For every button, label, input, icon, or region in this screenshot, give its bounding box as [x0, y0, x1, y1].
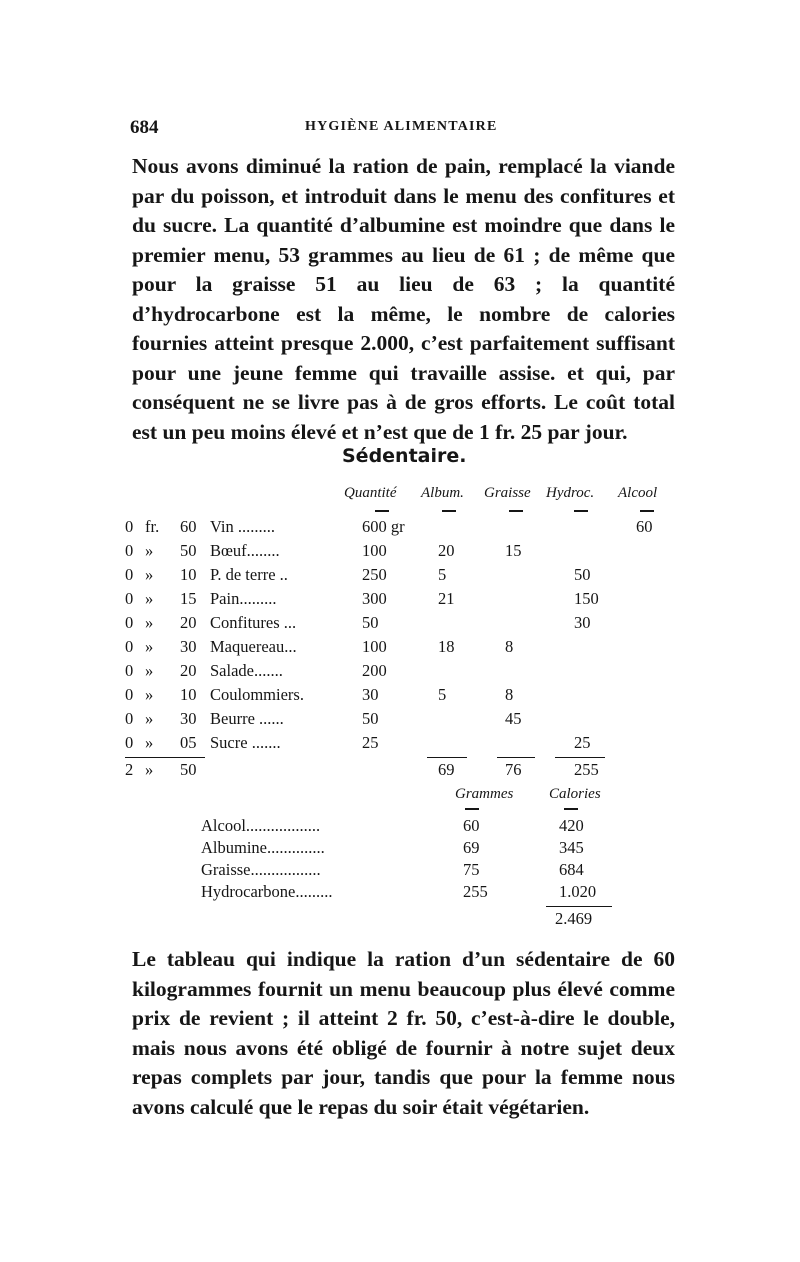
cell-item: Coulommiers.	[210, 685, 304, 704]
cell-unit: »	[145, 685, 154, 704]
cell-centimes: 20	[180, 613, 197, 632]
cell-unit: »	[145, 541, 154, 560]
header-album: Album.	[421, 485, 464, 501]
cell-album: 21	[438, 589, 455, 608]
cell-centimes: 10	[180, 565, 197, 584]
cell-item: P. de terre ..	[210, 565, 288, 584]
cell-hydroc: 25	[574, 733, 591, 752]
cell-graisse: 8	[505, 637, 514, 656]
running-title: HYGIÈNE ALIMENTAIRE	[305, 119, 498, 134]
cell-francs: 0	[125, 517, 134, 536]
total-unit: »	[145, 760, 154, 779]
total-graisse: 76	[505, 760, 522, 779]
cell-quantite: 50	[362, 709, 379, 728]
cell-hydroc: 150	[574, 589, 599, 608]
cell-item: Vin .........	[210, 517, 276, 536]
cell-francs: 0	[125, 541, 134, 560]
cell-unit: »	[145, 589, 154, 608]
table-row	[0, 685, 800, 709]
summary-grammes: 255	[463, 882, 488, 901]
table-row	[0, 541, 800, 565]
total-centimes: 50	[180, 760, 197, 779]
cell-francs: 0	[125, 685, 134, 704]
cell-francs: 0	[125, 733, 134, 752]
calories-grand-total: 2.469	[555, 909, 593, 928]
total-hydroc: 255	[574, 760, 599, 779]
header-hydroc: Hydroc.	[546, 485, 595, 501]
header-dash	[509, 510, 523, 512]
page-number: 684	[130, 117, 159, 138]
table-row	[0, 709, 800, 733]
summary-calories: 1.020	[559, 882, 597, 901]
summary-label: Hydrocarbone.........	[201, 882, 333, 901]
cell-quantite: 100	[362, 541, 387, 560]
cell-unit: »	[145, 709, 154, 728]
cell-centimes: 30	[180, 709, 197, 728]
cell-item: Beurre ......	[210, 709, 284, 728]
cell-album: 5	[438, 565, 447, 584]
table-total-row	[0, 760, 800, 784]
header-dash	[574, 510, 588, 512]
cell-quantite: 25	[362, 733, 379, 752]
total-album: 69	[438, 760, 455, 779]
table-row	[0, 637, 800, 661]
graisse-sum-rule	[497, 757, 535, 758]
header-alcool: Alcool	[618, 485, 658, 501]
cell-quantite: 100	[362, 637, 387, 656]
cell-unit: »	[145, 565, 154, 584]
summary-row	[0, 816, 800, 838]
table-title: Sédentaire.	[342, 445, 467, 467]
summary-header-grammes: Grammes	[455, 786, 514, 802]
cell-alcool: 60	[636, 517, 653, 536]
table-row	[0, 613, 800, 637]
cell-centimes: 05	[180, 733, 197, 752]
cell-centimes: 15	[180, 589, 197, 608]
cell-unit: »	[145, 661, 154, 680]
cell-item: Bœuf........	[210, 541, 280, 560]
summary-row	[0, 860, 800, 882]
cell-item: Confitures ...	[210, 613, 297, 632]
cell-quantite: 250	[362, 565, 387, 584]
cell-francs: 0	[125, 613, 134, 632]
cell-item: Salade.......	[210, 661, 283, 680]
summary-calories: 420	[559, 816, 584, 835]
header-graisse: Graisse	[484, 485, 531, 501]
cell-graisse: 15	[505, 541, 522, 560]
cell-quantite: 600 gr	[362, 517, 405, 536]
cell-album: 18	[438, 637, 455, 656]
cell-graisse: 45	[505, 709, 522, 728]
summary-calories: 345	[559, 838, 584, 857]
calories-sum-rule	[546, 906, 612, 907]
paragraph-intro: Nous avons diminué la ration de pain, remplacé la viande par du poisson, et introduit dans le menu des confitures et du sucre. La quantité d’albumine est moindre que dans le premier menu, 53 grammes au lieu de 61 ; de même que pour la graisse 51 au lieu de 63 ; la quantité d’hydrocarbone est la même, le nombre de calories fournies atteint presque 2.000, c’est parfaitement suffisant pour une jeune femme qui travaille assise. et qui, par conséquent ne se livre pas à de gros efforts. Le coût total est un peu moins élevé et n’est que de 1 fr. 25 par jour.	[132, 154, 675, 444]
cell-centimes: 10	[180, 685, 197, 704]
cell-graisse: 8	[505, 685, 514, 704]
summary-dash	[465, 808, 479, 810]
cost-sum-rule	[125, 757, 205, 758]
header-dash	[442, 510, 456, 512]
cell-centimes: 50	[180, 541, 197, 560]
total-francs: 2	[125, 760, 134, 779]
cell-unit: »	[145, 637, 154, 656]
header-dash	[375, 510, 389, 512]
header-dash	[640, 510, 654, 512]
summary-label: Alcool..................	[201, 816, 321, 835]
summary-grammes: 69	[463, 838, 480, 857]
cell-unit: »	[145, 733, 154, 752]
cell-francs: 0	[125, 589, 134, 608]
summary-grammes: 75	[463, 860, 480, 879]
cell-item: Maquereau...	[210, 637, 297, 656]
table-row	[0, 517, 800, 541]
cell-hydroc: 50	[574, 565, 591, 584]
cell-centimes: 20	[180, 661, 197, 680]
summary-calories: 684	[559, 860, 584, 879]
table-row	[0, 565, 800, 589]
summary-dash	[564, 808, 578, 810]
album-sum-rule	[427, 757, 467, 758]
cell-item: Pain.........	[210, 589, 277, 608]
cell-centimes: 60	[180, 517, 197, 536]
cell-quantite: 200	[362, 661, 387, 680]
cell-unit: »	[145, 613, 154, 632]
cell-item: Sucre .......	[210, 733, 281, 752]
running-head	[130, 117, 675, 139]
summary-row	[0, 882, 800, 904]
table-row	[0, 589, 800, 613]
hydroc-sum-rule	[555, 757, 605, 758]
paragraph-conclusion: Le tableau qui indique la ration d’un sédentaire de 60 kilogrammes fournit un menu beaucoup plus élevé comme prix de revient ; il atteint 2 fr. 50, c’est-à-dire le double, mais nous avons été obligé de fournir à notre sujet deux repas complets par jour, tandis que pour la femme nous avons calculé que le repas du soir était végétarien.	[132, 947, 675, 1119]
cell-francs: 0	[125, 565, 134, 584]
summary-row	[0, 838, 800, 860]
summary-label: Albumine..............	[201, 838, 325, 857]
cell-album: 20	[438, 541, 455, 560]
cell-hydroc: 30	[574, 613, 591, 632]
summary-grammes: 60	[463, 816, 480, 835]
cell-quantite: 50	[362, 613, 379, 632]
header-quantite: Quantité	[344, 485, 397, 501]
table-row	[0, 733, 800, 757]
cell-centimes: 30	[180, 637, 197, 656]
cell-album: 5	[438, 685, 447, 704]
cell-francs: 0	[125, 709, 134, 728]
cell-quantite: 300	[362, 589, 387, 608]
cell-francs: 0	[125, 637, 134, 656]
cell-unit: fr.	[145, 517, 160, 536]
cell-francs: 0	[125, 661, 134, 680]
table-row	[0, 661, 800, 685]
summary-label: Graisse.................	[201, 860, 321, 879]
summary-header-calories: Calories	[549, 786, 601, 802]
cell-quantite: 30	[362, 685, 379, 704]
